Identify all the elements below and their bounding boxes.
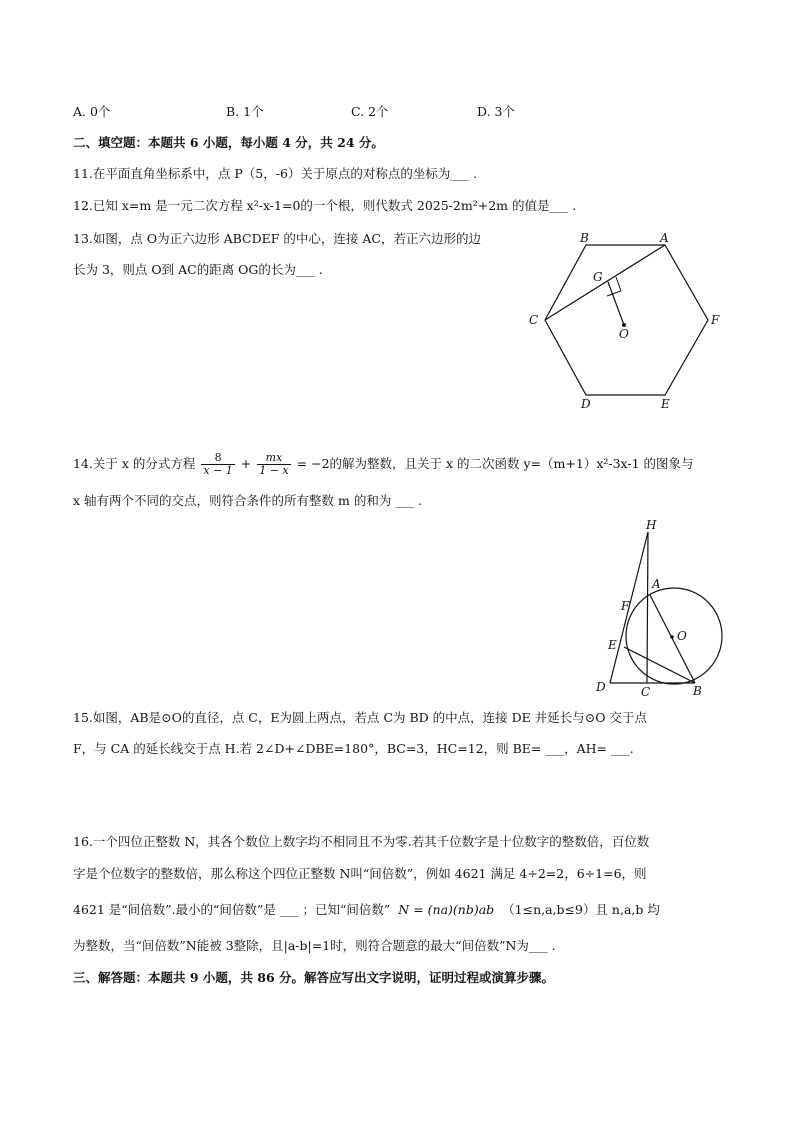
question-15-line2: F，与 CA 的延长线交于点 H.若 2∠D+∠DBE=180°，BC=3，HC=12，则 BE= ___，AH= ___. <box>73 741 634 756</box>
circle-figure <box>590 515 730 700</box>
section3-heading: 三、解答题：本题共 9 小题，共 86 分。解答应写出文字说明，证明过程或演算步骤。 <box>73 970 555 985</box>
segment-ab <box>650 595 695 683</box>
hexagon-figure <box>520 225 730 415</box>
label-c: C <box>529 313 539 327</box>
label-a: A <box>660 231 669 245</box>
label-f: F <box>711 313 720 327</box>
question-13-line1: 13.如图，点 O为正六边形 ABCDEF 的中心，连接 AC，若正六边形的边 <box>73 231 481 246</box>
label-d: D <box>596 680 606 694</box>
segment-ac <box>545 245 665 320</box>
option-a: A. 0个 <box>73 104 111 119</box>
label-b: B <box>580 231 589 245</box>
label-d: D <box>581 397 591 411</box>
question-16-line3: 4621 是“间倍数”.最小的“间倍数”是 ___ ；已知“间倍数” N = (na)(nb)ab （1≤n,a,b≤9）且 n,a,b 均 <box>73 902 660 917</box>
question-13-line2: 长为 3，则点 O到 AC的距离 OG的长为___ . <box>73 262 323 277</box>
center-o-dot <box>670 635 674 639</box>
fraction-mx-over-1-minus-x: $\frac{mx}{1 - x}$ <box>259 451 289 477</box>
question-11: 11.在平面直角坐标系中，点 P（5，-6）关于原点的对称点的坐标为___ . <box>73 166 478 181</box>
option-c: C. 2个 <box>351 104 389 119</box>
label-o: O <box>677 629 687 643</box>
section2-heading: 二、填空题：本题共 6 小题，每小题 4 分，共 24 分。 <box>73 135 384 150</box>
fraction-8-over-x-minus-1: $\frac{8}{x - 1}$ <box>203 451 233 477</box>
label-e: E <box>661 397 670 411</box>
segment-hc <box>647 532 648 683</box>
option-b: B. 1个 <box>226 104 264 119</box>
question-14-line1: 14.关于 x 的分式方程 $\frac{8}{x - 1}$ + $\frac{mx}{1 - x}$ = −2的解为整数，且关于 x 的二次函数 y=（m+1）x²-3x-1 的图象与 <box>73 451 694 477</box>
label-c: C <box>641 685 651 699</box>
question-14-line2: x 轴有两个不同的交点，则符合条件的所有整数 m 的和为 ___ . <box>73 493 422 508</box>
label-e: E <box>608 638 617 652</box>
hexagon-outline <box>545 245 708 395</box>
label-a: A <box>652 577 661 591</box>
question-15-line1: 15.如图，AB是⊙O的直径，点 C，E为圆上两点，若点 C为 BD 的中点，连接 DE 并延长与⊙O 交于点 <box>73 710 647 725</box>
segment-eb <box>624 647 695 683</box>
question-16-line2: 字是个位数字的整数倍，那么称这个四位正整数 N叫“间倍数”，例如 4621 满足 4÷2=2，6÷1=6，则 <box>73 866 647 881</box>
label-o: O <box>619 327 629 341</box>
label-b: B <box>693 684 702 698</box>
option-d: D. 3个 <box>477 104 515 119</box>
label-h: H <box>646 518 657 532</box>
label-f: F <box>621 599 630 613</box>
label-g: G <box>593 270 603 284</box>
circle-o <box>626 588 722 684</box>
question-16-line1: 16.一个四位正整数 N，其各个数位上数字均不相同且不为零.若其千位数字是十位数字的整数倍，百位数 <box>73 834 650 849</box>
question-16-line4: 为整数，当“间倍数”N能被 3整除，且|a-b|=1时，则符合题意的最大“间倍数”N为___ . <box>73 938 556 953</box>
segment-og <box>608 282 624 325</box>
formula-n: N = (na)(nb)ab <box>398 902 495 917</box>
question-12: 12.已知 x=m 是一元二次方程 x²-x-1=0的一个根，则代数式 2025-2m²+2m 的值是___ . <box>73 198 577 213</box>
